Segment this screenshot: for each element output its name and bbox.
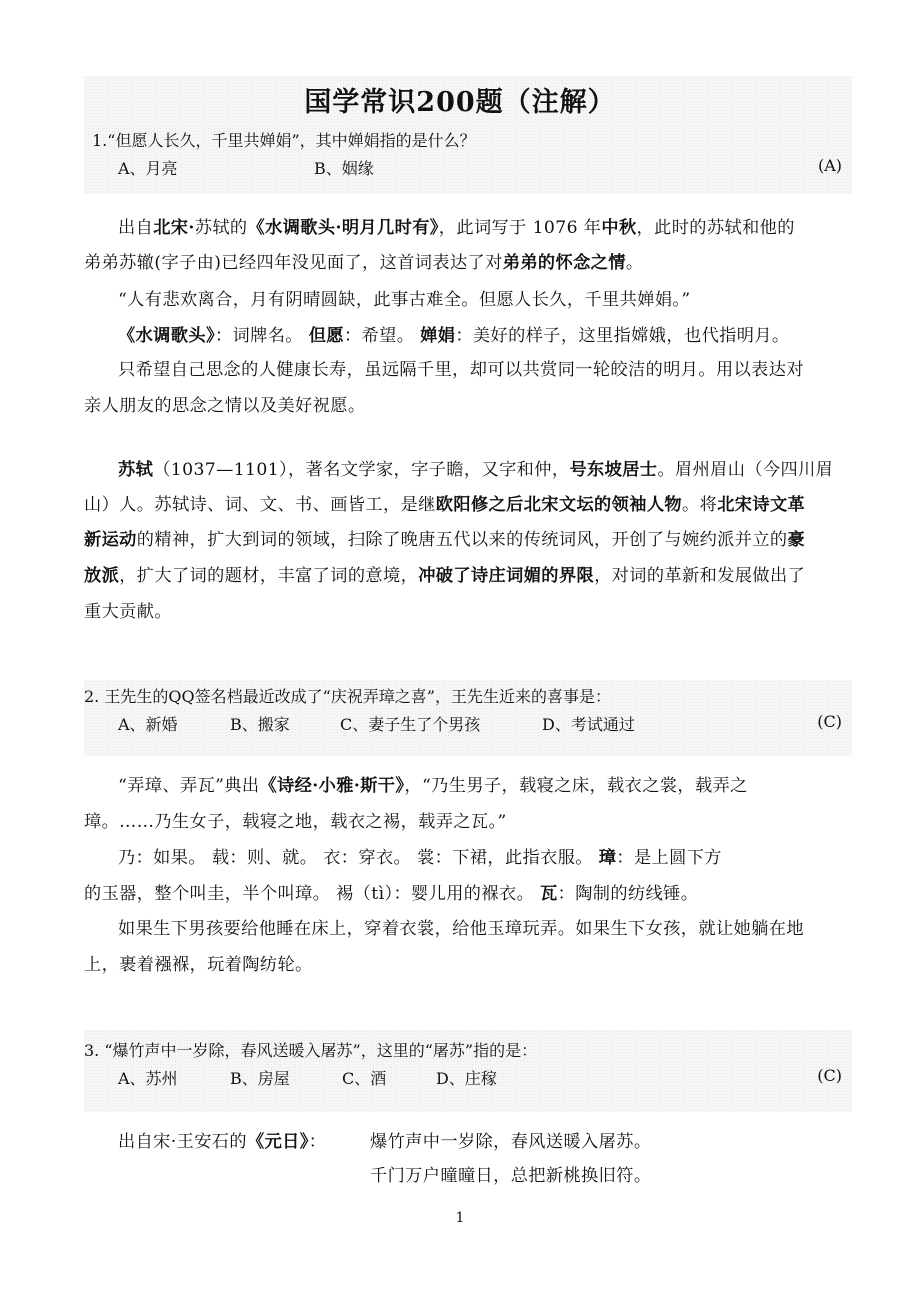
bold-text-run: 婵娟 xyxy=(420,326,456,346)
text-run: 苏轼的 xyxy=(194,218,248,238)
text-run: 。 xyxy=(625,253,644,273)
question-3-option-a: A、苏州 xyxy=(118,1069,178,1088)
bold-text-run: 北宋诗文革 xyxy=(717,495,806,515)
bold-text-run: 《诗经·小雅·斯干》 xyxy=(259,776,405,796)
text-run: 的玉器，整个叫圭，半个叫璋。 xyxy=(84,884,337,904)
question-2-option-d: D、考试通过 xyxy=(542,715,635,734)
text-run: 载：则、就。 xyxy=(211,848,324,868)
text-run: ，此词写于 1076 年 xyxy=(438,218,602,238)
bold-text-run: 瓦 xyxy=(540,884,558,904)
text-run: ：美好的样子，这里指嫦娥，也代指明月。 xyxy=(455,326,790,346)
text-run: ：词牌名。 xyxy=(214,326,309,346)
question-3-answer: (C) xyxy=(817,1066,842,1085)
q1-bio-line-2 xyxy=(84,487,805,523)
bold-text-run: 北宋· xyxy=(153,218,195,238)
text-run: 乃：如果。 xyxy=(118,848,212,868)
q1-glossary xyxy=(118,318,790,354)
q2-explanation-line-2: 璋。……乃生女子，载寝之地，载衣之裼，载弄之瓦。” xyxy=(84,812,507,832)
bold-text-run: 《水调歌头》 xyxy=(118,326,215,346)
question-1-option-a: A、月亮 xyxy=(118,159,178,178)
text-run: （1037—1101），著名文学家，字子瞻，又字和仲， xyxy=(153,460,570,480)
question-2-answer: (C) xyxy=(817,712,842,731)
text-run: 衣：穿衣。 xyxy=(323,848,418,868)
question-2-option-b: B、搬家 xyxy=(230,715,290,734)
text-run: ，扩大了词的题材，丰富了词的意境， xyxy=(119,566,419,586)
question-3-option-b: B、房屋 xyxy=(230,1069,290,1088)
text-run: 裼（tì）：婴儿用的褓衣。 xyxy=(336,884,541,904)
text-run: ，“乃生男子，载寝之床，载衣之裳，载弄之 xyxy=(404,776,748,796)
question-1-answer: (A) xyxy=(817,156,842,175)
q3-source-prefix: 出自宋·王安石的 xyxy=(118,1132,247,1152)
bold-text-run: 欧阳修之后北宋文坛的领袖人物 xyxy=(435,495,682,515)
q3-poem-line-2: 千门万户曈曈日，总把新桃换旧符。 xyxy=(370,1166,652,1186)
q1-bio-line-5: 重大贡献。 xyxy=(84,602,172,622)
bold-text-run: 新运动 xyxy=(84,530,137,550)
page-title: 国学常识200题（注解） xyxy=(304,87,616,118)
q2-explanation-line-1 xyxy=(118,768,748,804)
q3-source-title: 《元日》 xyxy=(246,1132,309,1152)
bold-text-run: 但愿 xyxy=(308,326,344,346)
text-run: 的精神，扩大到词的领域，扫除了晚唐五代以来的传统词风，开创了与婉约派并立的 xyxy=(136,530,788,550)
bold-text-run: 苏轼 xyxy=(118,460,154,480)
q2-glossary-line-2 xyxy=(84,876,698,912)
q1-poem-quote: “人有悲欢离合，月有阴晴圆缺，此事古难全。但愿人长久，千里共婵娟。” xyxy=(118,290,691,310)
text-run: 。将 xyxy=(682,495,718,515)
text-run: 裳：下裙，此指衣服。 xyxy=(417,848,599,868)
text-run: 。眉州眉山（今四川眉 xyxy=(657,460,834,480)
question-2-option-c: C、妻子生了个男孩 xyxy=(340,715,481,734)
q1-meaning-line-2: 亲人朋友的思念之情以及美好祝愿。 xyxy=(84,396,366,416)
page-number: 1 xyxy=(455,1210,465,1226)
q3-source-colon: ： xyxy=(308,1132,327,1152)
q1-explanation-line-1 xyxy=(118,210,795,246)
q2-meaning-line-1: 如果生下男孩要给他睡在床上，穿着衣裳，给他玉璋玩弄。如果生下女孩，就让她躺在地 xyxy=(118,919,804,939)
q1-explanation-line-2 xyxy=(84,245,643,281)
bold-text-run: 《水调歌头·明月几时有》 xyxy=(247,218,439,238)
text-run: ：是上圆下方 xyxy=(616,848,722,868)
bold-text-run: 豪 xyxy=(787,530,806,550)
bold-text-run: 中秋 xyxy=(601,218,637,238)
q2-glossary-line-1 xyxy=(118,840,722,876)
bold-text-run: 号东坡居士 xyxy=(569,460,658,480)
text-run: ，此时的苏轼和他的 xyxy=(636,218,795,238)
bold-text-run: 冲破了诗庄词媚的界限 xyxy=(418,566,595,586)
q2-meaning-line-2: 上，裹着襁褓，玩着陶纺轮。 xyxy=(84,955,313,975)
q1-bio-line-3 xyxy=(84,522,805,558)
q3-poem-line-1: 爆竹声中一岁除，春风送暖入屠苏。 xyxy=(370,1132,652,1152)
q1-meaning-line-1: 只希望自己思念的人健康长寿，虽远隔千里，却可以共赏同一轮皎洁的明月。用以表达对 xyxy=(118,360,804,380)
bold-text-run: 弟弟的怀念之情 xyxy=(502,253,626,273)
text-run: ，对词的革新和发展做出了 xyxy=(594,566,806,586)
text-run: 出自 xyxy=(118,218,154,238)
text-run: 弟弟苏辙(字子由)已经四年没见面了，这首词表达了对 xyxy=(84,253,503,273)
question-3-text: 3. “爆竹声中一岁除，春风送暖入屠苏”，这里的“屠苏”指的是： xyxy=(84,1041,538,1060)
question-1-option-b: B、姻缘 xyxy=(314,159,374,178)
text-run: 山）人。苏轼诗、词、文、书、画皆工，是继 xyxy=(84,495,436,515)
bold-text-run: 放派 xyxy=(84,566,120,586)
bold-text-run: 璋 xyxy=(598,848,617,868)
question-3-option-c: C、酒 xyxy=(342,1069,387,1088)
q1-bio-line-1 xyxy=(118,452,833,488)
question-3-option-d: D、庄稼 xyxy=(436,1069,497,1088)
text-run: ：陶制的纺线锤。 xyxy=(557,884,699,904)
q1-bio-line-4 xyxy=(84,558,805,594)
question-1-text: 1.“但愿人长久，千里共婵娟”，其中婵娟指的是什么？ xyxy=(92,131,476,150)
text-run: ：希望。 xyxy=(343,326,421,346)
text-run: “弄璋、弄瓦”典出 xyxy=(118,776,260,796)
question-2-text: 2. 王先生的QQ签名档最近改成了“庆祝弄璋之喜”，王先生近来的喜事是： xyxy=(84,687,611,706)
q3-source xyxy=(118,1124,326,1160)
question-2-option-a: A、新婚 xyxy=(118,715,178,734)
